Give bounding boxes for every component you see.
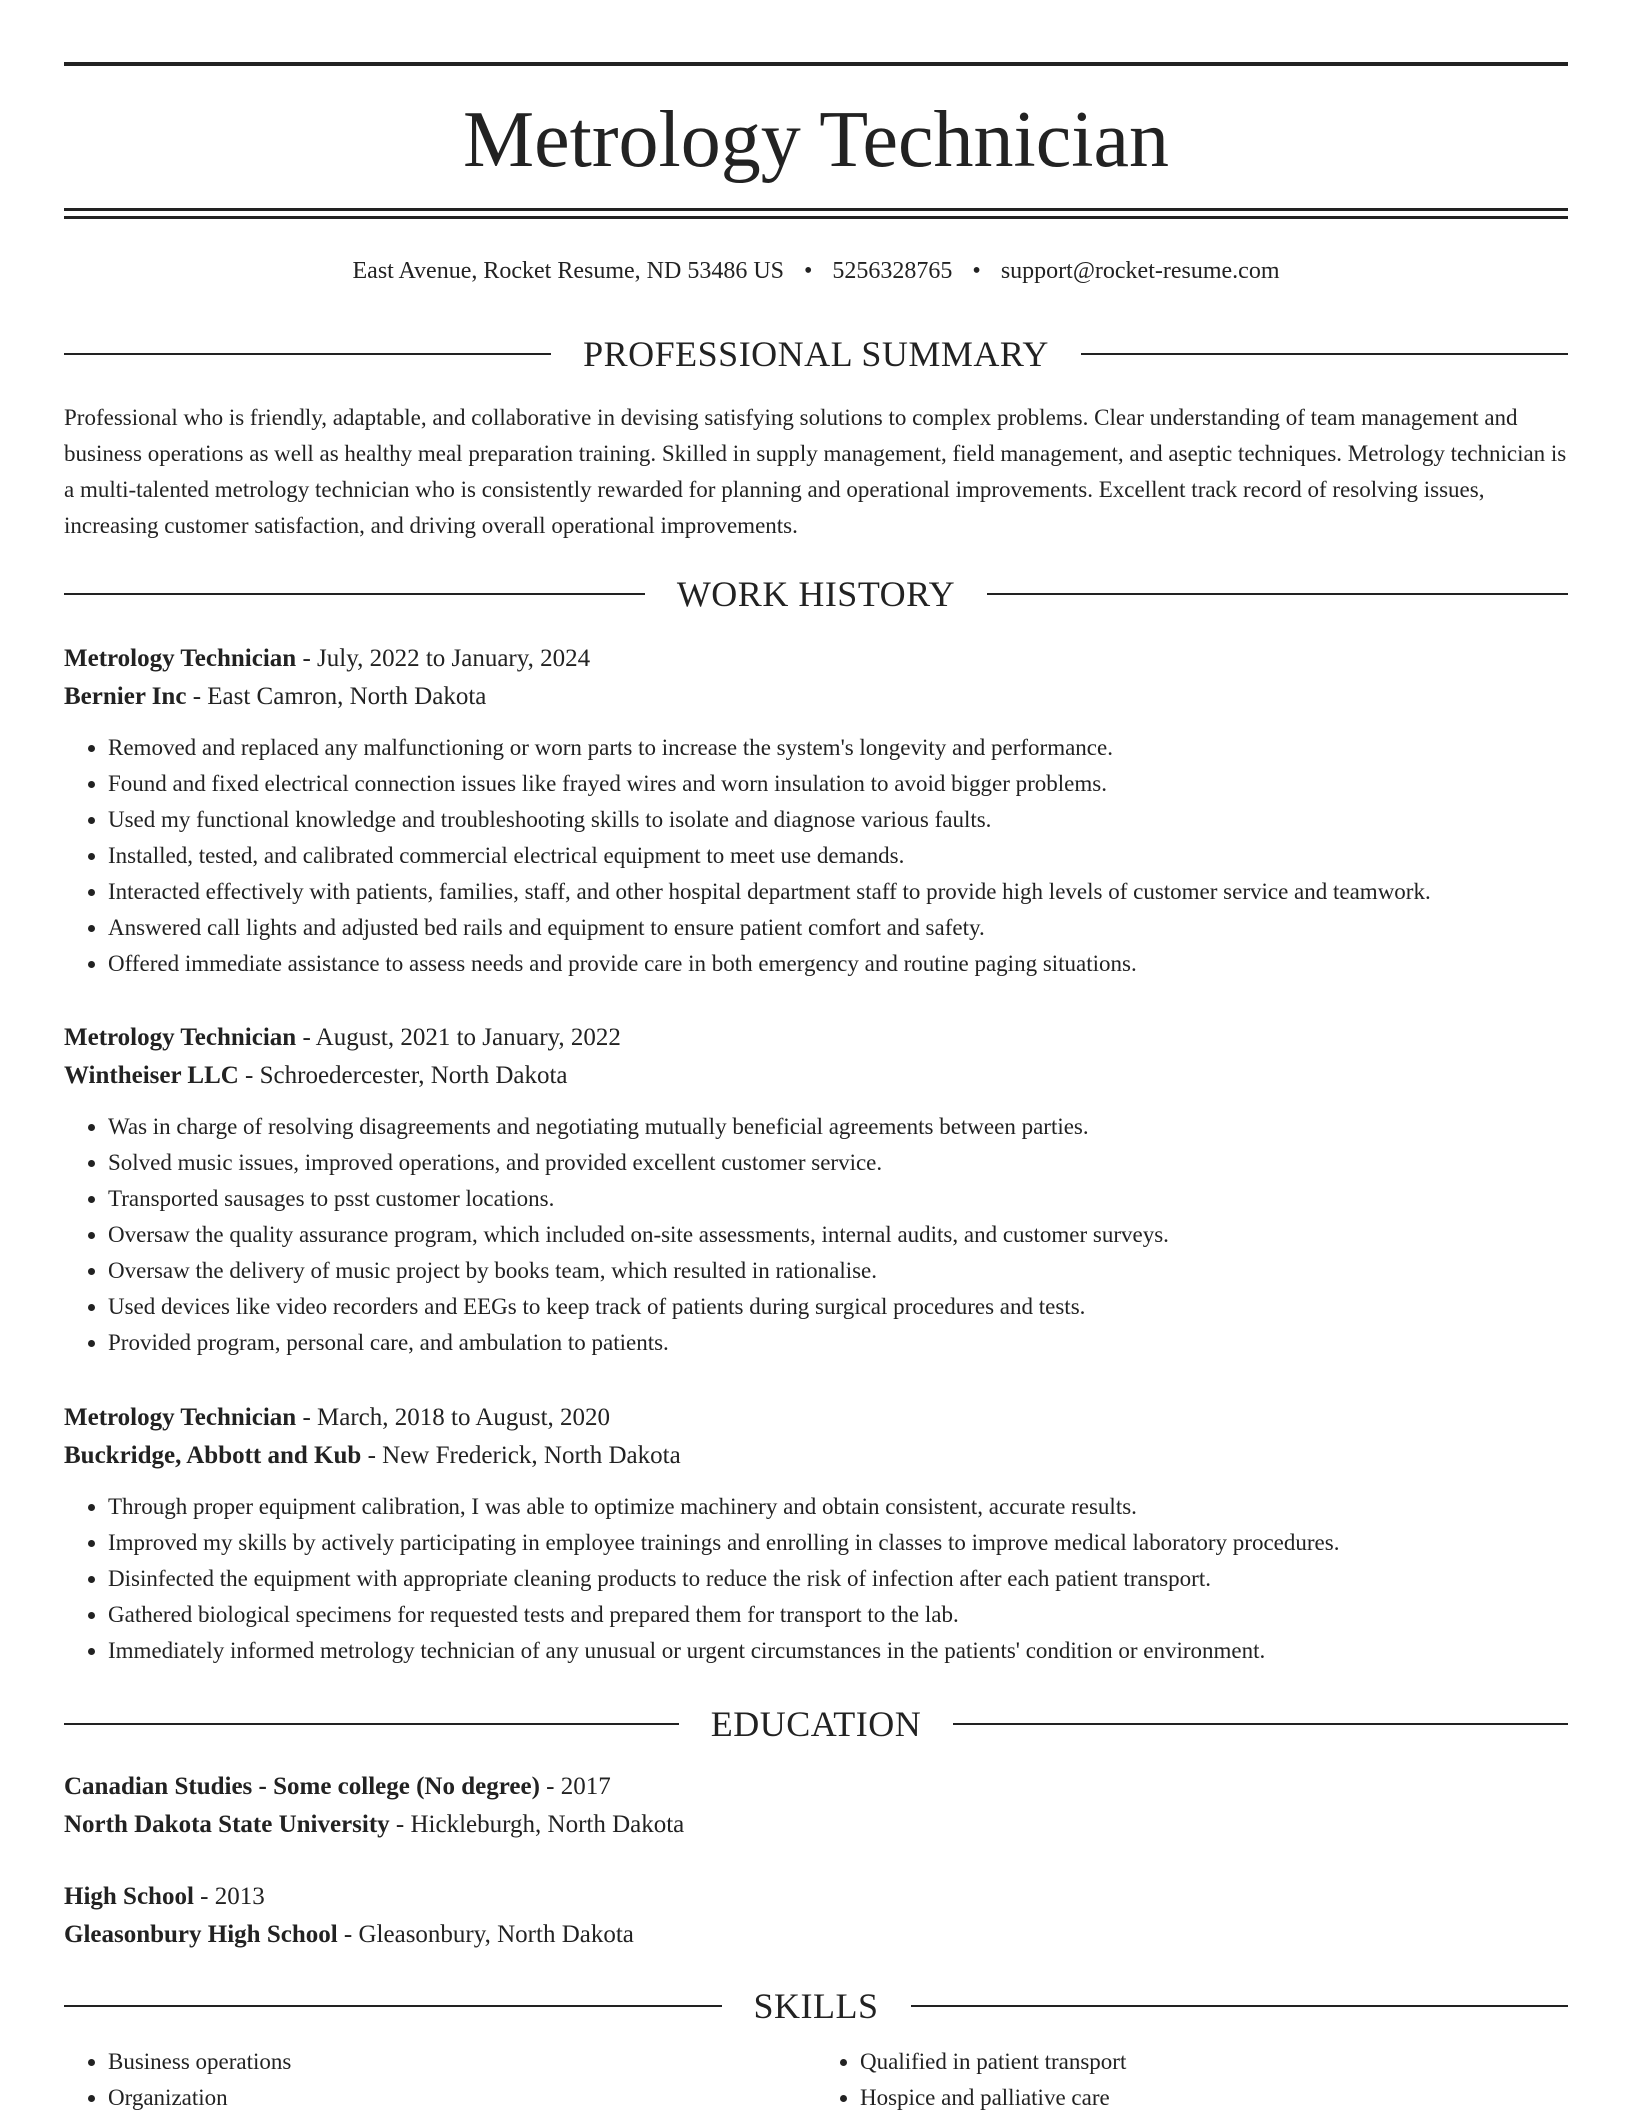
- list-item: • Through proper equipment calibration, I was able to optimize machinery and obtain consistent, accurate results.: [108, 1489, 1568, 1525]
- section-heading-work-history: [64, 572, 1568, 616]
- list-item: • Organization: [108, 2080, 816, 2116]
- section-title: SKILLS: [753, 1986, 879, 2026]
- list-item: • Found and fixed electrical connection issues like frayed wires and worn insulation to avoid bigger problems.: [108, 766, 1568, 802]
- education-entry: [64, 1768, 1568, 1844]
- job-title-line: [64, 640, 1568, 678]
- list-item: • Used devices like video recorders and EEGs to keep track of patients during surgical procedures and tests.: [108, 1289, 1568, 1325]
- job-title-line: [64, 1399, 1568, 1437]
- job-bullets: [64, 1109, 1568, 1361]
- list-item: • Provided program, personal care, and ambulation to patients.: [108, 1325, 1568, 1361]
- heading-rule: [64, 353, 551, 355]
- job-company: Wintheiser LLC: [64, 1062, 239, 1089]
- job-dates: - July, 2022 to January, 2024: [302, 645, 591, 672]
- bullet-separator: •: [972, 258, 981, 284]
- heading-rule: [911, 2005, 1569, 2007]
- heading-rule: [987, 593, 1568, 595]
- list-item: • Transported sausages to psst customer locations.: [108, 1181, 1568, 1217]
- section-title: WORK HISTORY: [676, 574, 956, 614]
- section-heading-education: [64, 1702, 1568, 1746]
- resume-title: Metrology Technician: [462, 96, 1170, 184]
- job-dates: - August, 2021 to January, 2022: [302, 1024, 621, 1051]
- heading-rule: [64, 2005, 722, 2007]
- section-heading-skills: [64, 1984, 1568, 2028]
- job-company: Buckridge, Abbott and Kub: [64, 1442, 362, 1469]
- contact-line: [64, 254, 1568, 288]
- education-school-line: [64, 1806, 1568, 1844]
- skills-list: [64, 2044, 1568, 2116]
- job-entry: [64, 1399, 1568, 1669]
- job-dates: - March, 2018 to August, 2020: [302, 1404, 611, 1431]
- job-location: - Schroedercester, North Dakota: [245, 1062, 568, 1089]
- job-location: - East Camron, North Dakota: [192, 683, 487, 710]
- list-item: • Improved my skills by actively participating in employee trainings and enrolling in classes to improve medical laboratory procedures.: [108, 1525, 1568, 1561]
- job-company-line: [64, 1437, 1568, 1475]
- job-title: Metrology Technician: [64, 1404, 297, 1431]
- list-item: • Oversaw the quality assurance program, which included on-site assessments, internal audits, and customer surveys.: [108, 1217, 1568, 1253]
- job-title: Metrology Technician: [64, 1024, 297, 1051]
- job-company: Bernier Inc: [64, 683, 187, 710]
- list-item: • Qualified in patient transport: [860, 2044, 1568, 2080]
- job-entry: [64, 640, 1568, 982]
- list-item: • Installed, tested, and calibrated commercial electrical equipment to meet use demands.: [108, 838, 1568, 874]
- list-item: • Used my functional knowledge and troubleshooting skills to isolate and diagnose various faults.: [108, 802, 1568, 838]
- job-location: - New Frederick, North Dakota: [367, 1442, 681, 1469]
- education-degree: Canadian Studies - Some college (No degree): [64, 1773, 540, 1800]
- title-rule-lower: [64, 216, 1568, 219]
- list-item: • Immediately informed metrology technician of any unusual or urgent circumstances in the patients' condition or environment.: [108, 1633, 1568, 1669]
- education-year: - 2013: [200, 1883, 265, 1910]
- section-heading-summary: [64, 332, 1568, 376]
- contact-address: East Avenue, Rocket Resume, ND 53486 US: [352, 258, 784, 284]
- education-school-line: [64, 1916, 1568, 1954]
- education-degree-line: [64, 1878, 1568, 1916]
- education-entry: [64, 1878, 1568, 1954]
- top-rule: [64, 62, 1568, 66]
- list-item: • Business operations: [108, 2044, 816, 2080]
- list-item: • Disinfected the equipment with appropriate cleaning products to reduce the risk of infection after each patient transport.: [108, 1561, 1568, 1597]
- heading-rule: [1081, 353, 1568, 355]
- contact-email: support@rocket-resume.com: [1000, 258, 1280, 284]
- section-title: PROFESSIONAL SUMMARY: [583, 334, 1049, 374]
- job-entry: [64, 1019, 1568, 1361]
- heading-rule: [64, 1723, 679, 1725]
- education-location: - Hickleburgh, North Dakota: [395, 1811, 685, 1838]
- section-title: EDUCATION: [710, 1704, 922, 1744]
- skills-column-left: [64, 2044, 816, 2116]
- education-school: Gleasonbury High School: [64, 1921, 338, 1948]
- education-location: - Gleasonbury, North Dakota: [343, 1921, 634, 1948]
- job-bullets: [64, 1489, 1568, 1669]
- list-item: • Removed and replaced any malfunctioning or worn parts to increase the system's longevity and performance.: [108, 730, 1568, 766]
- list-item: • Oversaw the delivery of music project by books team, which resulted in rationalise.: [108, 1253, 1568, 1289]
- job-company-line: [64, 678, 1568, 716]
- skills-column-right: [816, 2044, 1568, 2116]
- list-item: • Gathered biological specimens for requested tests and prepared them for transport to the lab.: [108, 1597, 1568, 1633]
- heading-rule: [64, 593, 645, 595]
- title-rule-upper: [64, 208, 1568, 211]
- summary-text: Professional who is friendly, adaptable, and collaborative in devising satisfying solutions to complex problems. Clear understanding of team management and business operations as well as healthy meal preparation training. Skilled in supply management, field management, and aseptic techniques. Metrology technician is a multi-talented metrology technician who is consistently rewarded for planning and operational improvements. Excellent track record of resolving issues, increasing customer satisfaction, and driving overall operational improvements.: [64, 405, 1567, 538]
- education-year: - 2017: [546, 1773, 611, 1800]
- heading-rule: [953, 1723, 1568, 1725]
- job-title-line: [64, 1019, 1568, 1057]
- list-item: • Offered immediate assistance to assess needs and provide care in both emergency and routine paging situations.: [108, 946, 1568, 982]
- list-item: • Interacted effectively with patients, families, staff, and other hospital department staff to provide high levels of customer service and teamwork.: [108, 874, 1568, 910]
- education-degree-line: [64, 1768, 1568, 1806]
- job-company-line: [64, 1057, 1568, 1095]
- list-item: • Answered call lights and adjusted bed rails and equipment to ensure patient comfort and safety.: [108, 910, 1568, 946]
- list-item: • Hospice and palliative care: [860, 2080, 1568, 2116]
- contact-phone: 5256328765: [832, 258, 953, 284]
- education-school: North Dakota State University: [64, 1811, 390, 1838]
- list-item: • Was in charge of resolving disagreements and negotiating mutually beneficial agreements between parties.: [108, 1109, 1568, 1145]
- bullet-separator: •: [804, 258, 813, 284]
- list-item: • Solved music issues, improved operations, and provided excellent customer service.: [108, 1145, 1568, 1181]
- job-title: Metrology Technician: [64, 645, 297, 672]
- job-bullets: [64, 730, 1568, 982]
- education-degree: High School: [64, 1883, 194, 1910]
